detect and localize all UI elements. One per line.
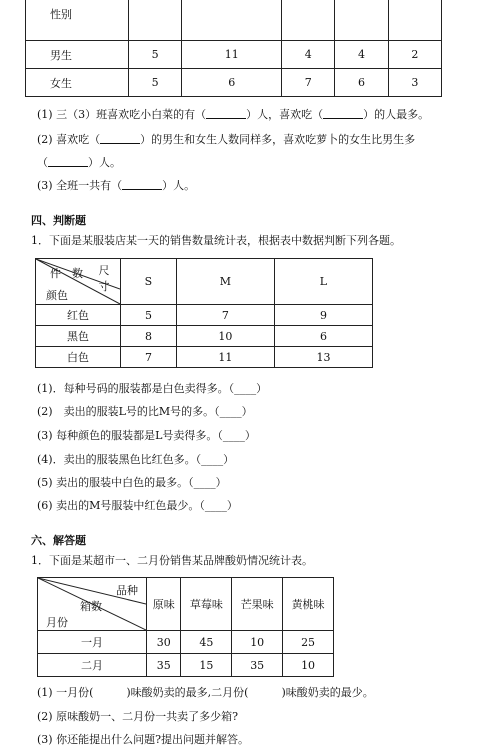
table-cell: 9 — [274, 305, 372, 326]
table-row — [36, 347, 373, 368]
table-cell — [282, 0, 335, 41]
table-row — [36, 326, 373, 347]
corner-cell — [38, 578, 147, 631]
yogurt-sales-table — [37, 577, 334, 677]
table-cell — [388, 0, 441, 41]
row-header-gender: 性别 — [26, 0, 129, 41]
table-cell: 3 — [388, 69, 441, 97]
answer-blank[interactable] — [323, 108, 363, 119]
column-header: 芒果味 — [232, 578, 283, 631]
column-header: 草莓味 — [181, 578, 232, 631]
judge-question-6: (6) 卖出的M号服装中红色最少。（____） — [37, 499, 238, 512]
row-label: 一月 — [38, 631, 147, 654]
table-row — [26, 41, 442, 69]
table-cell: 30 — [147, 631, 181, 654]
answer-question-2: (2) 原味酸奶一、二月份一共卖了多少箱? — [37, 710, 238, 723]
table-cell: 13 — [274, 347, 372, 368]
column-header: S — [121, 259, 177, 305]
table-cell — [335, 0, 388, 41]
answer-blank[interactable] — [122, 179, 162, 190]
table-cell: 4 — [335, 41, 388, 69]
table-row — [26, 69, 442, 97]
table-cell: 35 — [232, 654, 283, 677]
column-header: 原味 — [147, 578, 181, 631]
corner-cell — [36, 259, 121, 305]
table-row — [26, 0, 442, 41]
row-label: 红色 — [36, 305, 121, 326]
table-cell: 11 — [176, 347, 274, 368]
table-cell: 4 — [282, 41, 335, 69]
answer-question-3: (3) 你还能提出什么问题?提出问题并解答。 — [37, 733, 249, 746]
table-cell: 7 — [121, 347, 177, 368]
table-cell: 6 — [182, 69, 282, 97]
table-cell — [129, 0, 182, 41]
corner-label-boxes: 箱数 — [80, 600, 102, 613]
answer-blank[interactable] — [48, 156, 88, 167]
section-intro: 1．下面是某超市一、二月份销售某品牌酸奶情况统计表。 — [31, 554, 313, 567]
column-header: L — [274, 259, 372, 305]
table-cell: 6 — [335, 69, 388, 97]
table-cell: 10 — [176, 326, 274, 347]
row-label-boys: 男生 — [26, 41, 129, 69]
table-header-row — [38, 578, 334, 631]
section-heading: 六、解答题 — [31, 534, 86, 547]
table-cell: 5 — [129, 69, 182, 97]
fill-question-2-cont: （ ）人。 — [37, 156, 121, 169]
table-cell: 7 — [282, 69, 335, 97]
table-cell: 2 — [388, 41, 441, 69]
answer-question-1: (1) 一月份( )味酸奶卖的最多,二月份( )味酸奶卖的最少。 — [37, 686, 374, 699]
row-label: 二月 — [38, 654, 147, 677]
table-row — [36, 305, 373, 326]
table-cell: 45 — [181, 631, 232, 654]
row-label-girls: 女生 — [26, 69, 129, 97]
table-header-row — [36, 259, 373, 305]
table-cell: 8 — [121, 326, 177, 347]
section-heading: 四、判断题 — [31, 214, 86, 227]
fill-question-3: (3) 全班一共有（ ）人。 — [37, 179, 196, 192]
corner-label-month: 月份 — [46, 616, 68, 629]
table-cell: 5 — [121, 305, 177, 326]
column-header: M — [176, 259, 274, 305]
answer-blank[interactable] — [100, 133, 140, 144]
row-label: 白色 — [36, 347, 121, 368]
judge-question-5: (5) 卖出的服装中白色的最多。（____） — [37, 476, 227, 489]
judge-question-1: (1)．每种号码的服装都是白色卖得多。（____） — [37, 382, 268, 395]
table-cell: 11 — [182, 41, 282, 69]
answer-blank[interactable] — [206, 108, 246, 119]
corner-label-variety: 品种 — [116, 584, 138, 597]
corner-label-color: 颜色 — [46, 289, 68, 302]
table-cell: 10 — [283, 654, 334, 677]
table-cell: 7 — [176, 305, 274, 326]
gender-table — [25, 0, 442, 97]
fill-question-2: (2) 喜欢吃（ ）的男生和女生人数同样多，喜欢吃萝卜的女生比男生多 — [37, 133, 416, 146]
clothing-sales-table — [35, 258, 373, 368]
table-cell: 5 — [129, 41, 182, 69]
table-cell: 35 — [147, 654, 181, 677]
table-cell: 15 — [181, 654, 232, 677]
section-intro: 1．下面是某服装店某一天的销售数量统计表，根据表中数据判断下列各题。 — [31, 234, 401, 247]
table-cell — [182, 0, 282, 41]
table-row — [38, 654, 334, 677]
fill-question-1: (1) 三（3）班喜欢吃小白菜的有（ ）人，喜欢吃（ ）的人最多。 — [37, 108, 430, 121]
corner-label-count: 件 数 — [50, 267, 83, 280]
corner-label-size: 尺 寸 — [98, 264, 121, 293]
table-cell: 25 — [283, 631, 334, 654]
table-cell: 10 — [232, 631, 283, 654]
table-cell: 6 — [274, 326, 372, 347]
table-row — [38, 631, 334, 654]
judge-question-4: (4)．卖出的服装黑色比红色多。（____） — [37, 453, 235, 466]
row-label: 黑色 — [36, 326, 121, 347]
column-header: 黄桃味 — [283, 578, 334, 631]
judge-question-2: (2) 卖出的服装L号的比M号的多。（____） — [37, 405, 253, 418]
judge-question-3: (3) 每种颜色的服装都是L号卖得多。（____） — [37, 429, 256, 442]
